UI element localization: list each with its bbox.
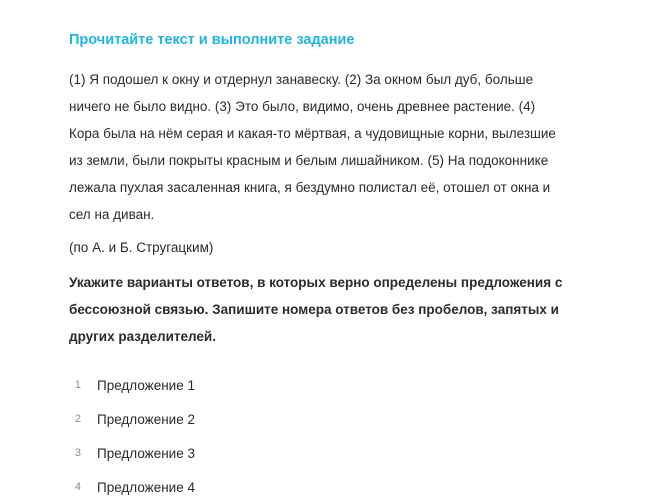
option-label: Предложение 1 bbox=[97, 377, 195, 393]
answer-options-list bbox=[69, 368, 568, 500]
text-author: (по А. и Б. Стругацким) bbox=[69, 240, 214, 255]
answer-option-3[interactable] bbox=[69, 436, 568, 470]
task-question: Укажите варианты ответов, в которых верно определены предложения с бессоюзной связью. Запишите номера ответов без пробелов, запятых и других разделителей. bbox=[69, 275, 563, 344]
answer-option-1[interactable] bbox=[69, 368, 568, 402]
task-title: Прочитайте текст и выполните задание bbox=[69, 32, 355, 48]
answer-option-2[interactable] bbox=[69, 402, 568, 436]
answer-option-4[interactable] bbox=[69, 470, 568, 500]
option-number: 1 bbox=[74, 379, 81, 391]
option-number: 4 bbox=[74, 481, 81, 493]
option-number: 2 bbox=[74, 413, 81, 425]
option-label: Предложение 2 bbox=[97, 411, 195, 427]
option-label: Предложение 3 bbox=[97, 445, 195, 461]
option-label: Предложение 4 bbox=[97, 479, 195, 495]
task-text: (1) Я подошел к окну и отдернул занавеску. (2) За окном был дуб, больше ничего не было видно. (3) Это было, видимо, очень древнее растение. (4) Кора была на нём серая и какая-то мёртвая, а чудовищные корни, вылезшие из земли, были покрыты красным и белым лишайником. (5) На подоконнике лежала пухлая засаленная книга, я бездумно полистал её, отошел от окна и сел на диван. bbox=[69, 72, 556, 222]
option-number: 3 bbox=[74, 447, 81, 459]
